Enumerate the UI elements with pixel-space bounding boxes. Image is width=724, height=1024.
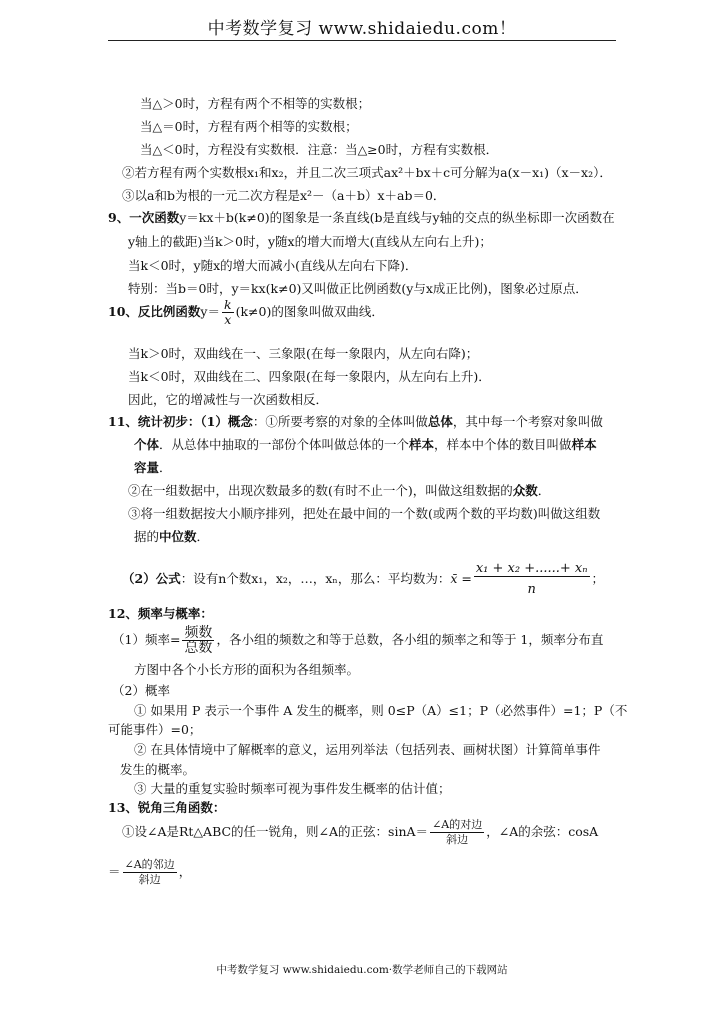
term-sample: 样本 bbox=[409, 437, 435, 452]
text-line bbox=[128, 483, 550, 499]
formula-mean-line bbox=[122, 562, 604, 597]
text-span: ：①所要考察的对象的全体叫做 bbox=[252, 414, 428, 429]
page-footer: 中考数学复习 www.shidaiedu.com·数学老师自己的下载网站 bbox=[216, 964, 508, 976]
frequency-fraction bbox=[182, 626, 214, 655]
fraction-numerator: k bbox=[223, 297, 232, 312]
section-title: 频率与概率： bbox=[137, 606, 213, 621]
text-span: （1）频率= bbox=[112, 632, 181, 647]
text-line: 当k＜0时，双曲线在二、四象限(在每一象限内，从左向右上升)． bbox=[128, 369, 491, 384]
text-span: y＝ bbox=[200, 304, 220, 319]
text-span: ②在一组数据中，出现次数最多的数(有时不止一个)，叫做这组数据的 bbox=[128, 483, 513, 498]
text-line: ① 如果用 P 表示一个事件 A 发生的概率，则 0≤P（A）≤1；P（必然事件）=1；P（不 bbox=[134, 703, 628, 718]
frequency-line bbox=[112, 626, 603, 655]
fraction-k-over-x bbox=[222, 298, 234, 327]
text-span: ． bbox=[159, 460, 172, 475]
text-span: ，∠A的余弦：cosA bbox=[486, 824, 599, 839]
text-line: （2）概率 bbox=[112, 683, 170, 698]
text-line: 当k＜0时，y随x的增大而减小(直线从左向右下降)． bbox=[128, 258, 418, 273]
section-number: 12、 bbox=[108, 606, 138, 621]
section-title: 锐角三角函数： bbox=[137, 800, 226, 815]
section-number: 13、 bbox=[108, 800, 138, 815]
fraction-numerator: 频数 bbox=[184, 625, 213, 641]
text-line: 当△＝0时，方程有两个相等的实数根； bbox=[140, 119, 358, 134]
mean-symbol: x̄ = bbox=[450, 571, 472, 586]
text-line: ③以a和b为根的一元二次方程是x²－（a＋b）x＋ab＝0． bbox=[122, 188, 446, 203]
text-line: 当△＞0时，方程有两个不相等的实数根； bbox=[140, 96, 371, 111]
header-rule bbox=[108, 40, 616, 41]
section-9 bbox=[108, 210, 615, 226]
term-population: 总体 bbox=[427, 414, 453, 429]
cosine-line bbox=[108, 858, 191, 887]
cosine-fraction bbox=[123, 858, 177, 887]
text-line: 当k＞0时，双曲线在一、三象限(在每一象限内，从左向右降)； bbox=[128, 346, 479, 361]
text-line: 因此，它的增减性与一次函数相反． bbox=[128, 392, 329, 407]
section-13 bbox=[108, 800, 225, 816]
section-title: 一次函数 bbox=[129, 210, 180, 225]
text-line bbox=[134, 529, 209, 545]
fraction-denominator: 斜边 bbox=[138, 873, 161, 886]
text-span: ． bbox=[537, 483, 551, 498]
term-median: 中位数 bbox=[159, 529, 197, 544]
text-span: ．从总体中抽取的一部份个体叫做总体的一个 bbox=[159, 437, 410, 452]
text-line: 当△＜0时，方程没有实数根．注意：当△≥0时，方程有实数根． bbox=[140, 142, 499, 157]
text-span: ． bbox=[196, 529, 210, 544]
section-10 bbox=[108, 298, 384, 327]
text-span: ，其中每一个考察对象叫做 bbox=[452, 414, 603, 429]
term-mode: 众数 bbox=[512, 483, 538, 498]
section-number: 10、 bbox=[108, 304, 138, 319]
text-span: ， bbox=[178, 864, 192, 879]
fraction-denominator: n bbox=[527, 582, 536, 597]
text-line: 可能事件）=0； bbox=[108, 722, 202, 737]
text-line: ②若方程有两个实数根x₁和x₂，并且二次三项式ax²＋bx＋c可分解为a(x－x₁)（x－x₂）． bbox=[122, 165, 612, 180]
section-title: 统计初步：（1）概念 bbox=[137, 414, 253, 429]
fraction-numerator: ∠A的对边 bbox=[432, 818, 483, 831]
fraction-denominator: x bbox=[224, 312, 232, 327]
section-number: 9、 bbox=[108, 210, 130, 225]
fraction-denominator: 斜边 bbox=[446, 833, 469, 846]
term-individual: 个体 bbox=[134, 437, 160, 452]
text-span: ：设有n个数x₁，x₂，…，xₙ，那么：平均数为： bbox=[180, 571, 451, 586]
text-line: ③ 大量的重复实验时频率可视为事件发生概率的估计值； bbox=[134, 781, 451, 796]
text-line: 特别：当b＝0时，y＝kx(k≠0)又叫做正比例函数(y与x成正比例)，图象必过原点． bbox=[128, 281, 588, 296]
text-span: ①设∠A是Rt△ABC的任一锐角，则∠A的正弦：sinA＝ bbox=[122, 824, 429, 839]
text-line: 方图中各个小长方形的面积为各组频率。 bbox=[134, 662, 360, 677]
sine-fraction bbox=[430, 818, 484, 847]
text-line: ② 在具体情境中了解概率的意义，运用列举法（包括列表、画树状图）计算简单事件 bbox=[134, 742, 601, 757]
text-line bbox=[134, 460, 172, 476]
text-span: y＝kx＋b(k≠0)的图象是一条直线(b是直线与y轴的交点的纵坐标即一次函数在 bbox=[179, 210, 615, 225]
fraction-numerator: ∠A的邻边 bbox=[124, 858, 175, 871]
mean-fraction bbox=[474, 562, 590, 597]
term-sample-size-cont: 容量 bbox=[134, 460, 160, 475]
text-span: ，样本中个体的数目叫做 bbox=[434, 437, 572, 452]
section-title: 反比例函数 bbox=[137, 304, 201, 319]
section-number: 11、 bbox=[108, 414, 138, 429]
fraction-numerator: x₁ + x₂ +......+ xₙ bbox=[475, 561, 588, 576]
term-sample-size: 样本 bbox=[571, 437, 597, 452]
text-span: 据的 bbox=[134, 529, 160, 544]
text-line: y轴上的截距)当k＞0时，y随x的增大而增大(直线从左向右上升)； bbox=[128, 234, 492, 249]
text-span: ，各小组的频数之和等于总数，各小组的频率之和等于 1，频率分布直 bbox=[216, 632, 604, 647]
sine-line bbox=[122, 818, 598, 847]
text-span: (k≠0)的图象叫做双曲线． bbox=[235, 304, 384, 319]
section-12 bbox=[108, 606, 213, 622]
page-header: 中考数学复习 www.shidaiedu.com！ bbox=[207, 19, 517, 39]
text-line: ③将一组数据按大小顺序排列，把处在最中间的一个数(或两个数的平均数)叫做这组数 bbox=[128, 506, 601, 521]
fraction-denominator: 总数 bbox=[184, 640, 213, 656]
text-span: ； bbox=[591, 571, 605, 586]
section-11 bbox=[108, 414, 603, 430]
text-line: 发生的概率。 bbox=[120, 762, 196, 777]
text-line bbox=[134, 437, 597, 453]
formula-label: （2）公式 bbox=[122, 571, 181, 586]
text-span: ＝ bbox=[108, 864, 121, 879]
